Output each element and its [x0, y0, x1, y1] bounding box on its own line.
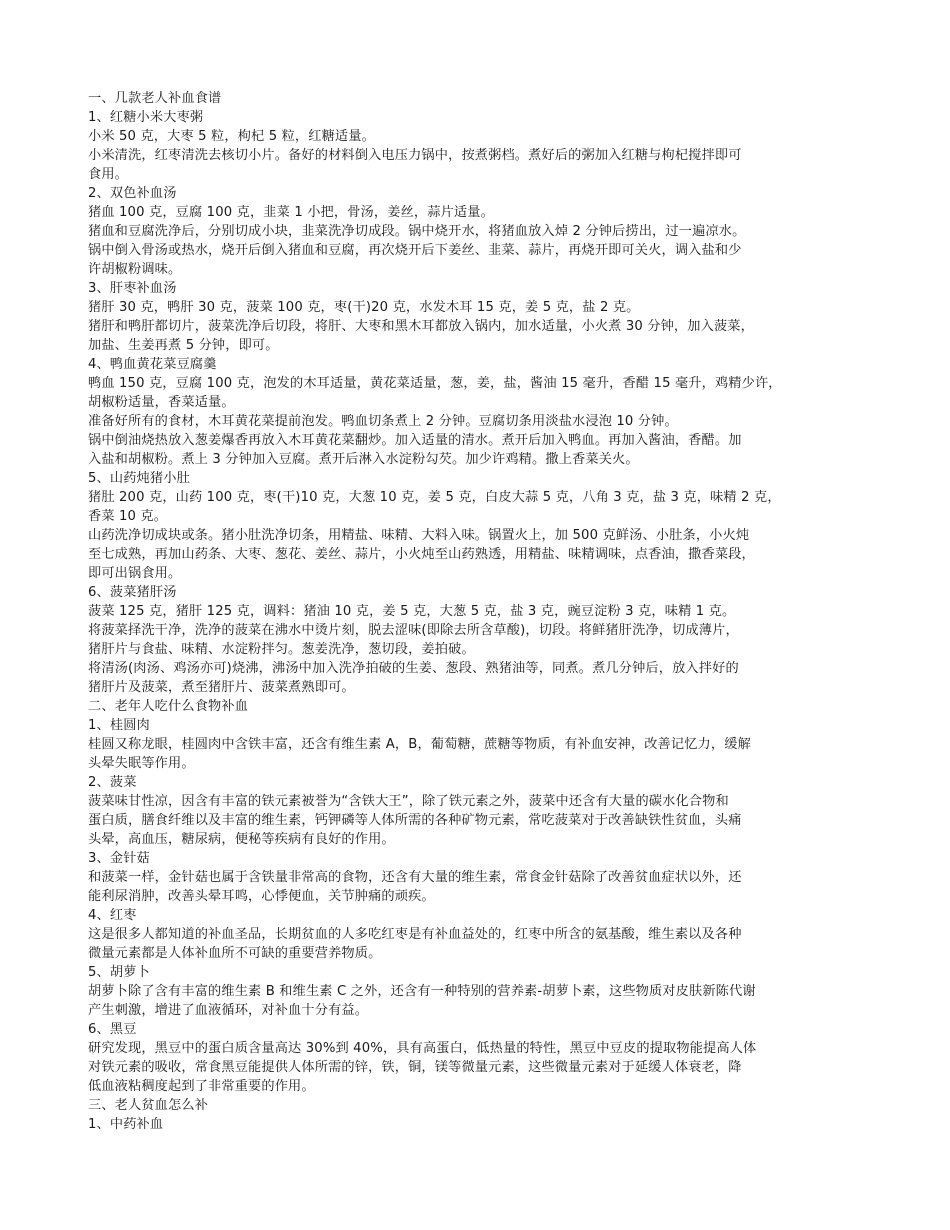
text-line: 微量元素都是人体补血所不可缺的重要营养物质。	[88, 946, 382, 961]
text-line: 猪肝和鸭肝都切片，菠菜洗净后切段，将肝、大枣和黑木耳都放入锅内，加水适量，小火煮 30 分钟，加入菠菜，	[88, 319, 754, 334]
text-line: 山药洗净切成块或条。猪小肚洗净切条，用精盐、味精、大料入味。锅置火上，加 500 克鲜汤、小肚条，小火炖	[88, 528, 750, 543]
text-line: 一、几款老人补血食谱	[88, 91, 222, 106]
text-line: 将清汤(肉汤、鸡汤亦可)烧沸，沸汤中加入洗净拍破的生姜、葱段、熟猪油等，同煮。煮几分钟后，放入拌好的	[88, 661, 739, 676]
text-line: 猪肚 200 克，山药 100 克，枣(干)10 克，大葱 10 克，姜 5 克，白皮大蒜 5 克，八角 3 克，盐 3 克，味精 2 克，	[88, 490, 781, 505]
text-line: 锅中倒油烧热放入葱姜爆香再放入木耳黄花菜翻炒。加入适量的清水。煮开后加入鸭血。再加入酱油，香醋。加	[88, 433, 742, 448]
text-line: 胡萝卜除了含有丰富的维生素 B 和维生素 C 之外，还含有一种特别的营养素-胡萝卜素，这些物质对皮肤新陈代谢	[88, 984, 756, 999]
text-line: 准备好所有的食材，木耳黄花菜提前泡发。鸭血切条煮上 2 分钟。豆腐切条用淡盐水浸泡 10 分钟。	[88, 414, 678, 429]
text-line: 1、桂圆肉	[88, 718, 150, 733]
text-line: 小米清洗，红枣清洗去核切小片。备好的材料倒入电压力锅中，按煮粥档。煮好后的粥加入红糖与枸杞搅拌即可	[88, 148, 742, 163]
text-line: 许胡椒粉调味。	[88, 262, 182, 277]
text-line: 蛋白质，膳食纤维以及丰富的维生素，钙钾磷等人体所需的各种矿物元素，常吃菠菜对于改善缺铁性贫血，头痛	[88, 813, 742, 828]
text-line: 1、红糖小米大枣粥	[88, 110, 204, 125]
text-line: 猪血 100 克，豆腐 100 克，韭菜 1 小把，骨汤，姜丝，蒜片适量。	[88, 205, 494, 220]
text-line: 5、山药炖猪小肚	[88, 471, 190, 486]
document-body	[88, 89, 866, 1134]
text-line: 香菜 10 克。	[88, 509, 168, 524]
text-line: 2、菠菜	[88, 775, 137, 790]
text-line: 1、中药补血	[88, 1117, 164, 1132]
text-line: 5、胡萝卜	[88, 965, 150, 980]
text-line: 即可出锅食用。	[88, 566, 182, 581]
text-line: 3、肝枣补血汤	[88, 281, 177, 296]
text-line: 6、菠菜猪肝汤	[88, 585, 177, 600]
text-line: 锅中倒入骨汤或热水，烧开后倒入猪血和豆腐，再次烧开后下姜丝、韭菜、蒜片，再烧开即可关火，调入盐和少	[88, 243, 742, 258]
text-line: 猪肝片与食盐、味精、水淀粉拌匀。葱姜洗净，葱切段，姜拍破。	[88, 642, 475, 657]
text-line: 和菠菜一样，金针菇也属于含铁量非常高的食物，还含有大量的维生素，常食金针菇除了改善贫血症状以外，还	[88, 870, 742, 885]
text-line: 6、黑豆	[88, 1022, 137, 1037]
text-line: 4、鸭血黄花菜豆腐羹	[88, 357, 217, 372]
text-line: 能利尿消肿，改善头晕耳鸣，心悸便血，关节肿痛的顽疾。	[88, 889, 435, 904]
text-line: 至七成熟，再加山药条、大枣、葱花、姜丝、蒜片，小火炖至山药熟透，用精盐、味精调味，点香油，撒香菜段，	[88, 547, 755, 562]
text-line: 产生刺激，增进了血液循环，对补血十分有益。	[88, 1003, 369, 1018]
text-line: 鸭血 150 克，豆腐 100 克，泡发的木耳适量，黄花菜适量，葱，姜，盐，酱油 15 毫升，香醋 15 毫升，鸡精少许，	[88, 376, 782, 391]
text-line: 猪肝片及菠菜，煮至猪肝片、菠菜煮熟即可。	[88, 680, 355, 695]
text-line: 三、老人贫血怎么补	[88, 1098, 209, 1113]
text-line: 菠菜味甘性凉，因含有丰富的铁元素被誉为“含铁大王”，除了铁元素之外，菠菜中还含有大量的碳水化合物和	[88, 794, 729, 809]
text-line: 低血液粘稠度起到了非常重要的作用。	[88, 1079, 315, 1094]
text-line: 食用。	[88, 167, 129, 182]
text-line: 胡椒粉适量，香菜适量。	[88, 395, 235, 410]
text-line: 3、金针菇	[88, 851, 150, 866]
text-line: 小米 50 克，大枣 5 粒，枸杞 5 粒，红糖适量。	[88, 129, 375, 144]
text-line: 头晕失眠等作用。	[88, 756, 195, 771]
text-line: 将菠菜择洗干净，洗净的菠菜在沸水中烫片刻，脱去涩味(即除去所含草酸)，切段。将鲜猪肝洗净，切成薄片，	[88, 623, 739, 638]
text-line: 4、红枣	[88, 908, 137, 923]
text-line: 研究发现，黑豆中的蛋白质含量高达 30%到 40%，具有高蛋白，低热量的特性，黑豆中豆皮的提取物能提高人体	[88, 1041, 757, 1056]
text-line: 入盐和胡椒粉。煮上 3 分钟加入豆腐。煮开后淋入水淀粉勾芡。加少许鸡精。撒上香菜关火。	[88, 452, 639, 467]
text-line: 头晕，高血压，糖尿病，便秘等疾病有良好的作用。	[88, 832, 395, 847]
text-line: 这是很多人都知道的补血圣品，长期贫血的人多吃红枣是有补血益处的，红枣中所含的氨基酸，维生素以及各种	[88, 927, 742, 942]
text-line: 二、老年人吃什么食物补血	[88, 699, 249, 714]
text-line: 2、双色补血汤	[88, 186, 177, 201]
text-line: 对铁元素的吸收，常食黑豆能提供人体所需的锌，铁，铜，镁等微量元素，这些微量元素对于延缓人体衰老，降	[88, 1060, 742, 1075]
text-line: 菠菜 125 克，猪肝 125 克，调料：猪油 10 克，姜 5 克，大葱 5 克，盐 3 克，豌豆淀粉 3 克，味精 1 克。	[88, 604, 736, 619]
text-line: 桂圆又称龙眼，桂圆肉中含铁丰富，还含有维生素 A，B，葡萄糖，蔗糖等物质，有补血安神，改善记忆力，缓解	[88, 737, 751, 752]
text-line: 猪肝 30 克，鸭肝 30 克，菠菜 100 克，枣(干)20 克，水发木耳 15 克，姜 5 克，盐 2 克。	[88, 300, 640, 315]
text-line: 加盐、生姜再煮 5 分钟，即可。	[88, 338, 279, 353]
text-line: 猪血和豆腐洗净后，分别切成小块，韭菜洗净切成段。锅中烧开水，将猪血放入焯 2 分钟后捞出，过一遍凉水。	[88, 224, 746, 239]
